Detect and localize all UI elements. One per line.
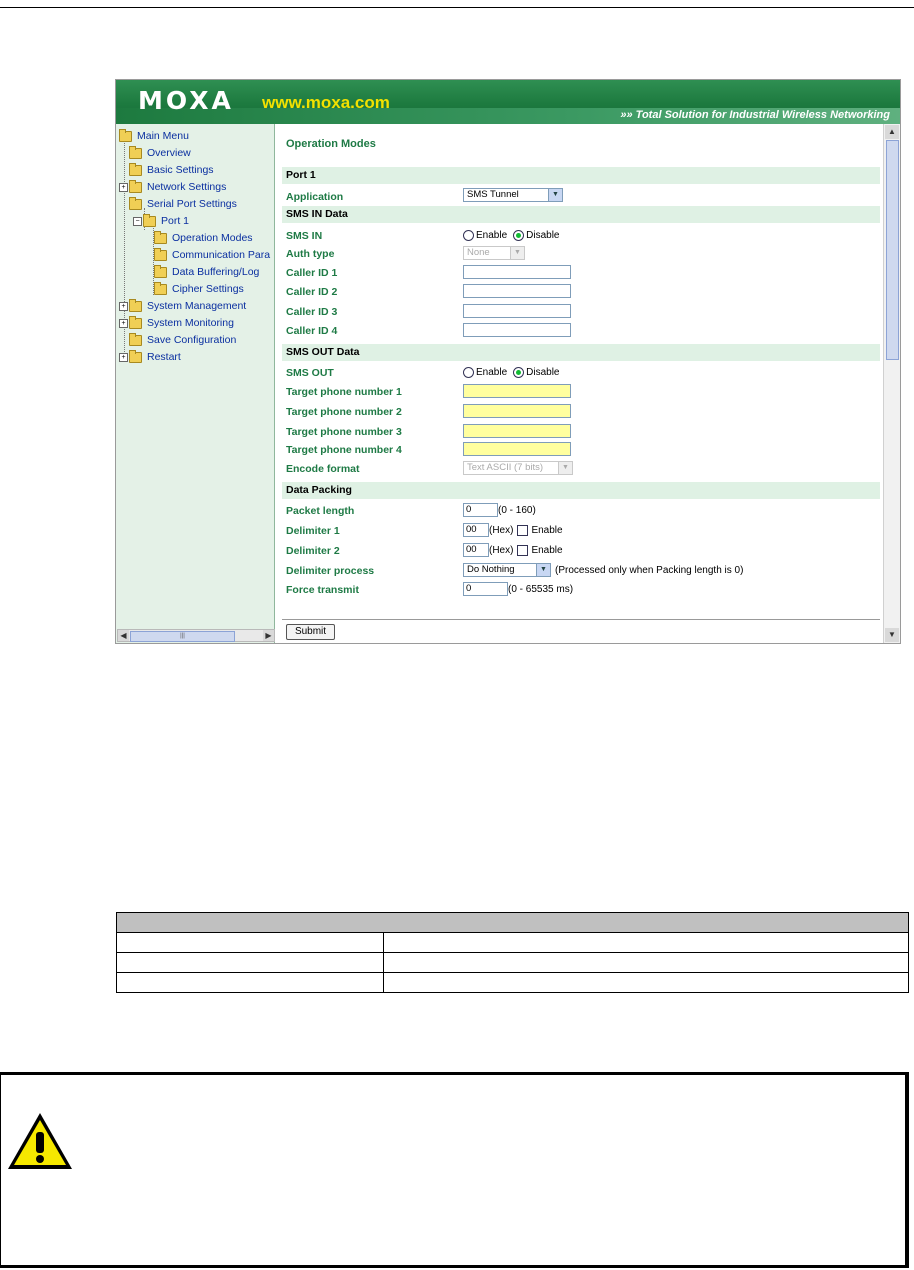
auth-type-select: None ▼ [463, 246, 525, 260]
nav-data-buffering-log[interactable]: Data Buffering/Log [154, 264, 259, 280]
delimiter-process-note: (Processed only when Packing length is 0) [555, 564, 744, 576]
scroll-thumb[interactable] [886, 140, 899, 360]
nav-overview[interactable]: Overview [129, 145, 191, 161]
folder-icon [129, 301, 142, 312]
disable-label: Disable [526, 230, 560, 241]
packet-length-label: Packet length [286, 505, 355, 517]
sms-out-label: SMS OUT [286, 367, 334, 379]
enable-label: Enable [531, 524, 563, 536]
caller-id-4-input[interactable] [463, 323, 571, 337]
table-cell [384, 953, 909, 973]
expand-icon[interactable]: + [119, 183, 128, 192]
force-transmit-label: Force transmit [286, 584, 359, 596]
operation-modes-form [275, 124, 900, 643]
nav-network-settings[interactable]: + Network Settings [119, 179, 226, 195]
folder-icon [154, 267, 167, 278]
caller-id-1-input[interactable] [463, 265, 571, 279]
disable-label: Disable [526, 367, 560, 378]
table-header-cell [117, 913, 909, 933]
caller-id-2-label: Caller ID 2 [286, 286, 338, 298]
chevron-down-icon: ▼ [558, 462, 572, 474]
folder-icon [129, 318, 142, 329]
collapse-icon[interactable]: − [133, 217, 142, 226]
target-phone-2-input[interactable] [463, 404, 571, 418]
delimiter-1-enable-checkbox[interactable] [517, 525, 528, 536]
nav-serial-port-settings[interactable]: Serial Port Settings [129, 196, 237, 212]
folder-open-icon [143, 216, 156, 227]
scroll-right-icon[interactable]: ▶ [263, 630, 274, 641]
nav-main-menu[interactable]: Main Menu [119, 128, 189, 144]
section-sms-out: SMS OUT Data [282, 344, 880, 361]
form-divider [282, 619, 880, 620]
expand-icon[interactable]: + [119, 353, 128, 362]
delimiter-1-label: Delimiter 1 [286, 525, 340, 537]
delimiter-1-input[interactable]: 00 [463, 523, 489, 537]
table-cell [384, 973, 909, 993]
sms-in-disable-radio[interactable] [513, 230, 524, 241]
auth-type-label: Auth type [286, 248, 335, 260]
hex-label: (Hex) [489, 544, 514, 556]
scroll-thumb[interactable]: ||| [130, 631, 235, 642]
caller-id-1-label: Caller ID 1 [286, 267, 338, 279]
nav-communication-parameters[interactable]: Communication Para [154, 247, 270, 263]
section-sms-in: SMS IN Data [282, 206, 880, 223]
target-phone-4-input[interactable] [463, 442, 571, 456]
target-phone-2-label: Target phone number 2 [286, 406, 402, 418]
nav-horizontal-scrollbar[interactable] [117, 629, 275, 642]
attention-box [0, 1072, 909, 1268]
banner-tagline: »» Total Solution for Industrial Wireless Networking [620, 109, 890, 121]
expand-icon[interactable]: + [119, 302, 128, 311]
delimiter-2-input[interactable]: 00 [463, 543, 489, 557]
table-cell [117, 953, 384, 973]
section-data-packing: Data Packing [282, 482, 880, 499]
delimiter-process-wrap [463, 563, 743, 577]
folder-icon [154, 284, 167, 295]
folder-open-icon [129, 199, 142, 210]
delimiter-2-wrap [463, 543, 563, 557]
moxa-banner [116, 80, 900, 124]
caller-id-3-input[interactable] [463, 304, 571, 318]
nav-port-1[interactable]: − Port 1 [133, 213, 189, 229]
content-vertical-scrollbar[interactable] [883, 124, 900, 643]
table-cell [117, 933, 384, 953]
force-transmit-input[interactable]: 0 [463, 582, 508, 596]
table-row [117, 953, 909, 973]
scroll-up-icon[interactable]: ▲ [885, 125, 899, 139]
target-phone-4-label: Target phone number 4 [286, 444, 402, 456]
hex-label: (Hex) [489, 524, 514, 536]
caller-id-4-label: Caller ID 4 [286, 325, 338, 337]
moxa-logo: MOXA [138, 86, 234, 115]
scroll-left-icon[interactable]: ◀ [118, 630, 129, 641]
delimiter-2-enable-checkbox[interactable] [517, 545, 528, 556]
web-console-screenshot [115, 79, 901, 644]
application-label: Application [286, 191, 344, 203]
nav-save-configuration[interactable]: Save Configuration [129, 332, 236, 348]
encode-format-wrap [463, 461, 573, 475]
force-transmit-wrap [463, 582, 573, 596]
folder-icon [119, 131, 132, 142]
nav-operation-modes[interactable]: Operation Modes [154, 230, 253, 246]
folder-icon [129, 165, 142, 176]
table-header-row [117, 913, 909, 933]
sms-out-enable-radio[interactable] [463, 367, 474, 378]
nav-system-management[interactable]: + System Management [119, 298, 246, 314]
enable-label: Enable [476, 367, 508, 378]
target-phone-3-input[interactable] [463, 424, 571, 438]
sms-in-label: SMS IN [286, 230, 323, 242]
packet-length-input[interactable]: 0 [463, 503, 498, 517]
submit-button[interactable]: Submit [286, 624, 335, 640]
target-phone-1-label: Target phone number 1 [286, 386, 402, 398]
banner-url[interactable]: www.moxa.com [262, 93, 390, 112]
nav-system-monitoring[interactable]: + System Monitoring [119, 315, 234, 331]
force-transmit-range: (0 - 65535 ms) [508, 583, 574, 595]
delimiter-process-label: Delimiter process [286, 565, 375, 577]
target-phone-1-input[interactable] [463, 384, 571, 398]
application-select[interactable]: SMS Tunnel ▼ [463, 188, 563, 202]
sms-out-radio-group [463, 367, 560, 378]
settings-table [116, 912, 909, 993]
sms-in-radio-group [463, 230, 560, 241]
auth-type-wrap [463, 246, 525, 260]
caller-id-2-input[interactable] [463, 284, 571, 298]
enable-label: Enable [476, 230, 508, 241]
delimiter-1-wrap [463, 523, 563, 537]
delimiter-2-label: Delimiter 2 [286, 545, 340, 557]
table-row [117, 973, 909, 993]
encode-format-label: Encode format [286, 463, 360, 475]
table-cell [384, 933, 909, 953]
nav-cipher-settings[interactable]: Cipher Settings [154, 281, 244, 297]
chevron-down-icon: ▼ [536, 564, 550, 576]
enable-label: Enable [531, 544, 563, 556]
nav-basic-settings[interactable]: Basic Settings [129, 162, 214, 178]
sms-out-disable-radio[interactable] [513, 367, 524, 378]
scroll-down-icon[interactable]: ▼ [885, 628, 899, 642]
encode-format-select: Text ASCII (7 bits) ▼ [463, 461, 573, 475]
warning-triangle-icon [5, 1110, 75, 1172]
folder-icon [129, 148, 142, 159]
delimiter-process-select[interactable]: Do Nothing ▼ [463, 563, 551, 577]
table-row [117, 933, 909, 953]
packet-length-range: (0 - 160) [498, 504, 536, 516]
application-select-wrap [463, 188, 563, 202]
caller-id-3-label: Caller ID 3 [286, 306, 338, 318]
table-cell [117, 973, 384, 993]
sms-in-enable-radio[interactable] [463, 230, 474, 241]
nav-tree [116, 124, 275, 643]
section-port-1: Port 1 [282, 167, 880, 184]
page-title: Operation Modes [286, 138, 376, 150]
nav-restart[interactable]: + Restart [119, 349, 181, 365]
packet-length-wrap [463, 503, 536, 517]
chevron-down-icon: ▼ [510, 247, 524, 259]
chevron-down-icon: ▼ [548, 189, 562, 201]
expand-icon[interactable]: + [119, 319, 128, 328]
target-phone-3-label: Target phone number 3 [286, 426, 402, 438]
folder-icon [129, 352, 142, 363]
folder-icon [129, 182, 142, 193]
folder-icon [154, 233, 167, 244]
folder-icon [154, 250, 167, 261]
folder-icon [129, 335, 142, 346]
page-header-rule [0, 7, 914, 8]
